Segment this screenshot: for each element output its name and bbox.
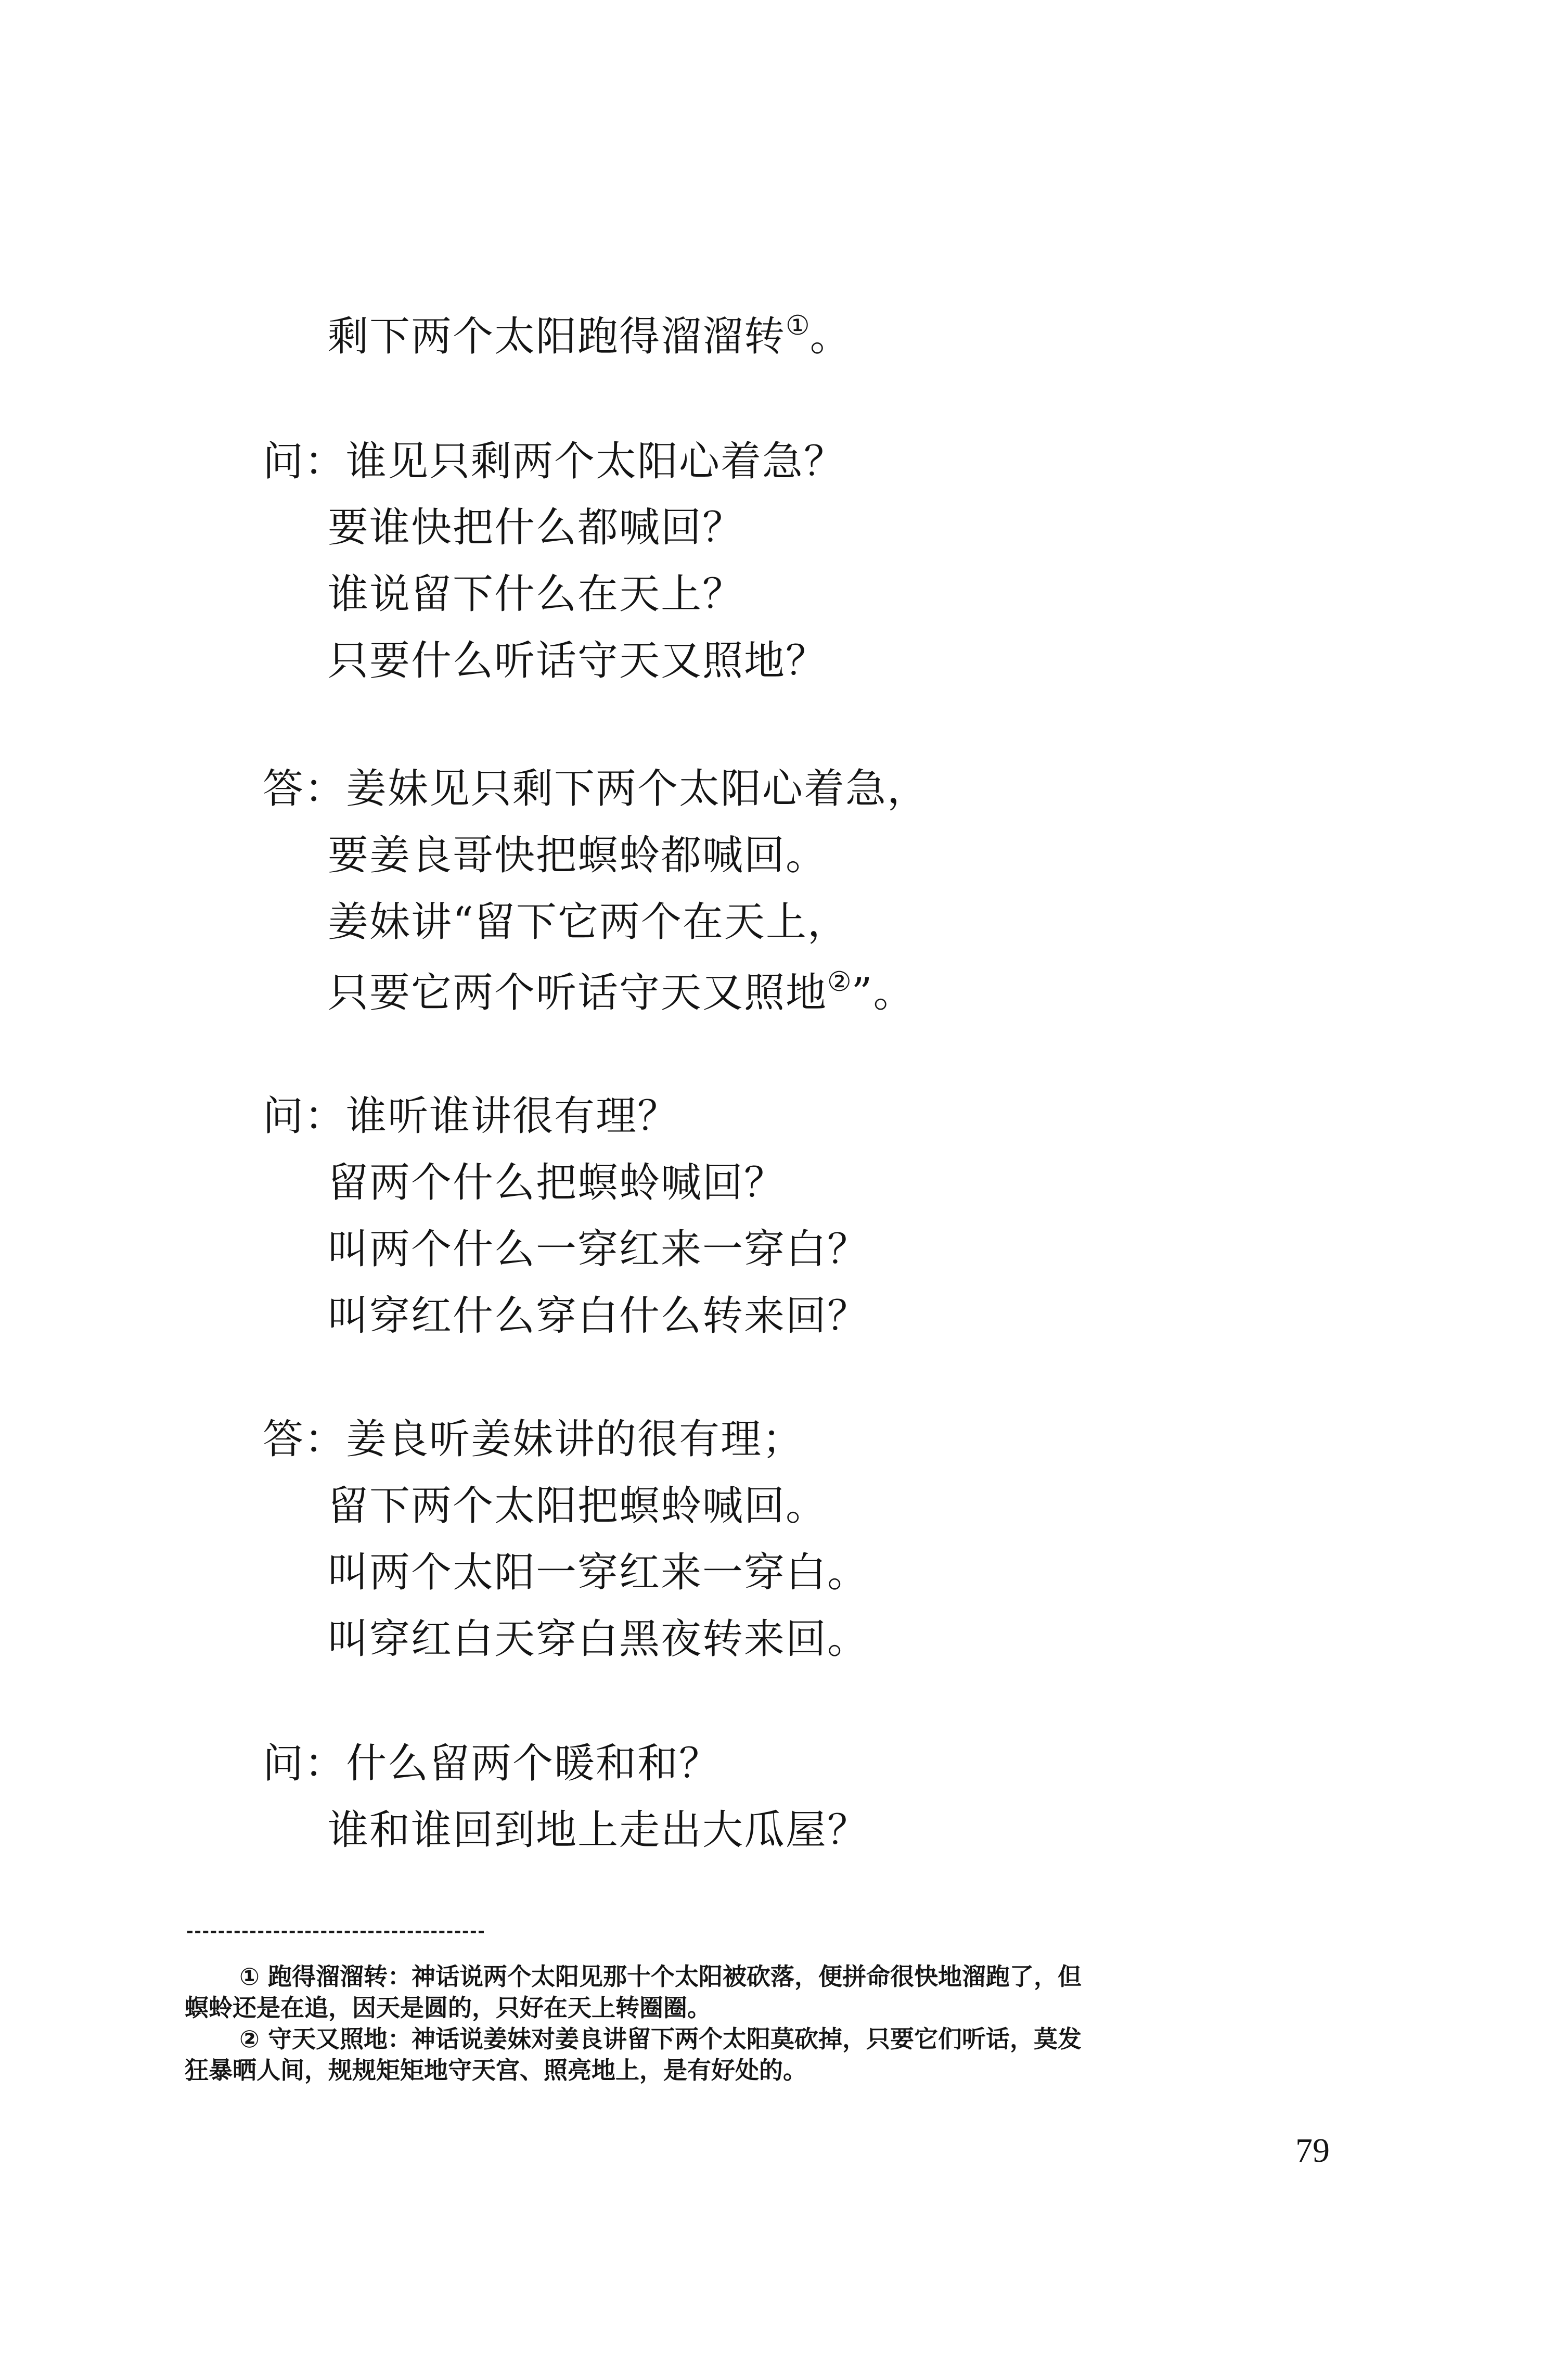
verse-line: 谁说留下什么在天上？: [328, 571, 744, 618]
footnote-1-continued: 螟蛉还是在追，因天是圆的，只好在天上转圈圈。: [185, 1994, 711, 2022]
footnote-1: ① 跑得溜溜转：神话说两个太阳见那十个太阳被砍落，便拼命很快地溜跑了，但: [239, 1962, 1082, 1991]
verse-line: 叫穿红什么穿白什么转来回？: [328, 1293, 869, 1340]
verse-line: 谁和谁回到地上走出大瓜屋？: [328, 1807, 869, 1854]
page-number: 79: [1295, 2132, 1330, 2170]
question-line: 问：谁听谁讲很有理？: [263, 1093, 679, 1140]
verse-line: 叫穿红白天穿白黑夜转来回。: [328, 1616, 869, 1663]
footnote-2-continued: 狂暴晒人间，规规矩矩地守天宫、照亮地上，是有好处的。: [185, 2056, 807, 2084]
verse-line: [328, 310, 852, 360]
verse-line: 叫两个太阳一穿红来一穿白。: [328, 1549, 869, 1596]
verse-line: 只要它两个听话守天又照地②”。: [328, 966, 915, 1016]
answer-line: 答：姜妹见只剩下两个太阳心着急，: [263, 766, 929, 812]
verse-text: 剩下两个太阳跑得溜溜转: [328, 313, 786, 360]
answer-line: 答：姜良听姜妹讲的很有理；: [263, 1416, 804, 1463]
footnote-2: ② 守天又照地：神话说姜妹对姜良讲留下两个太阳莫砍掉，只要它们听话，莫发: [239, 2025, 1082, 2053]
verse-line: 只要什么听话守天又照地？: [328, 637, 828, 684]
question-line: 问：什么留两个暖和和？: [263, 1740, 721, 1787]
footnote-marker: ①: [786, 310, 810, 341]
verse-line: 留两个什么把螟蛉喊回？: [328, 1159, 786, 1206]
verse-line: 姜妹讲“留下它两个在天上，: [328, 899, 849, 946]
verse-line: 要姜良哥快把螟蛉都喊回。: [328, 832, 828, 879]
verse-line: 留下两个太阳把螟蛉喊回。: [328, 1483, 828, 1529]
footnote-separator: [187, 1931, 484, 1933]
footnote-marker: ②: [827, 966, 852, 998]
verse-tail: 。: [809, 313, 852, 360]
question-line: 问：谁见只剩两个太阳心着急？: [263, 438, 846, 485]
verse-line: 要谁快把什么都喊回？: [328, 504, 744, 551]
verse-line: 叫两个什么一穿红来一穿白？: [328, 1226, 869, 1273]
